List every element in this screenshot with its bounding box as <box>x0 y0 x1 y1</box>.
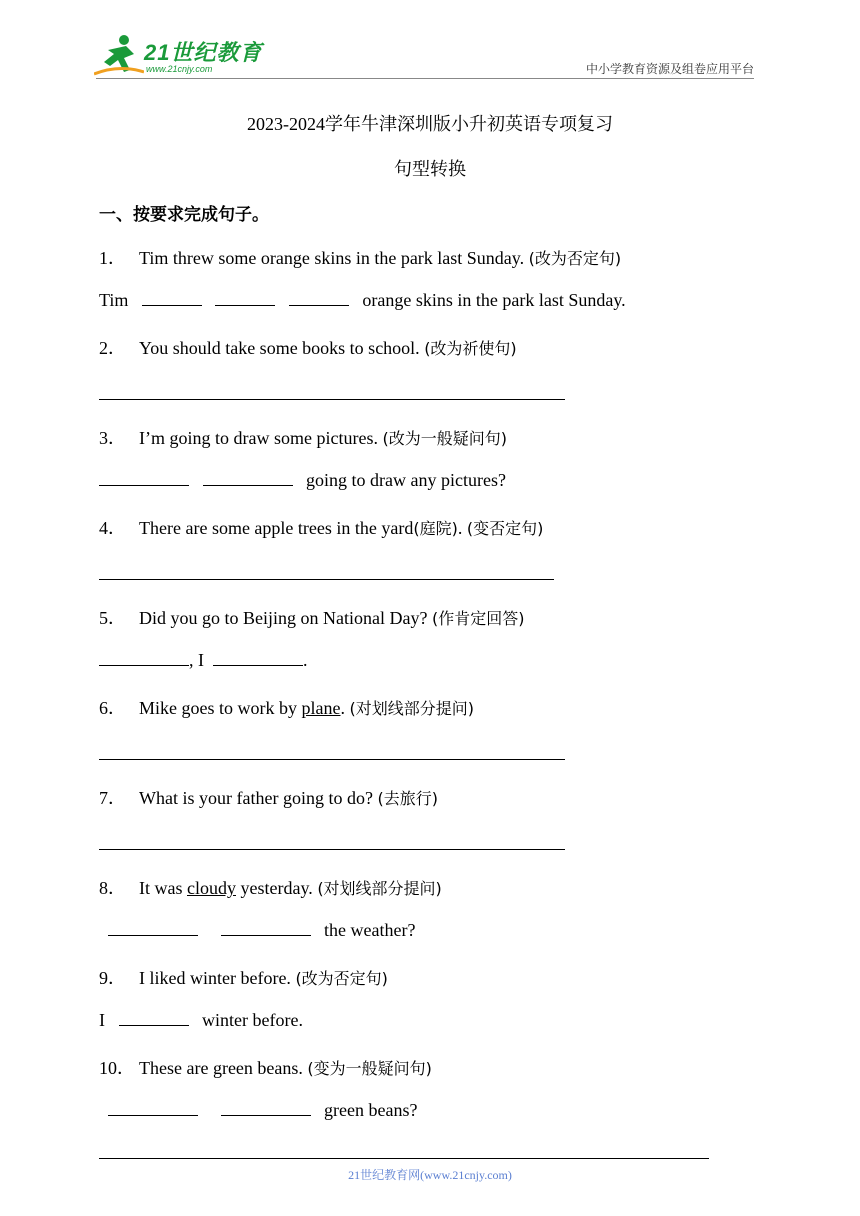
question-7: 7． What is your father going to do? (去旅行) <box>99 788 438 808</box>
blank[interactable] <box>119 1009 189 1026</box>
answer-line-7[interactable] <box>99 849 565 850</box>
answer-9: I winter before. <box>99 1010 303 1030</box>
blank[interactable] <box>99 649 189 666</box>
answer-8: the weather? <box>99 919 415 941</box>
answer-line-6[interactable] <box>99 759 565 760</box>
question-8: 8． It was cloudy yesterday. (对划线部分提问) <box>99 878 442 898</box>
blank[interactable] <box>203 469 293 486</box>
answer-line-2[interactable] <box>99 399 565 400</box>
runner-logo-icon <box>94 34 144 78</box>
page-header <box>0 0 860 90</box>
blank[interactable] <box>221 1099 311 1116</box>
question-2: 2． You should take some books to school. (改为祈使句) <box>99 338 517 358</box>
blank[interactable] <box>213 649 303 666</box>
page-title: 2023-2024学年牛津深圳版小升初英语专项复习 <box>247 114 613 134</box>
question-10: 10． These are green beans. (变为一般疑问句) <box>99 1058 432 1078</box>
footer-divider <box>99 1158 709 1159</box>
blank[interactable] <box>215 289 275 306</box>
question-6: 6． Mike goes to work by plane. (对划线部分提问) <box>99 698 474 718</box>
answer-line-4[interactable] <box>99 579 554 580</box>
question-9: 9． I liked winter before. (改为否定句) <box>99 968 388 988</box>
page-subtitle: 句型转换 <box>394 159 466 179</box>
answer-1: Tim orange skins in the park last Sunday. <box>99 290 626 310</box>
logo <box>94 34 264 78</box>
blank[interactable] <box>289 289 349 306</box>
header-divider <box>96 78 754 79</box>
question-5: 5． Did you go to Beijing on National Day? (作肯定回答) <box>99 608 525 628</box>
answer-3: going to draw any pictures? <box>99 469 506 491</box>
blank[interactable] <box>108 919 198 936</box>
section-heading: 一、按要求完成句子。 <box>99 205 269 225</box>
footer-link[interactable]: 21世纪教育网(www.21cnjy.com) <box>348 1168 512 1182</box>
question-3: 3． I’m going to draw some pictures. (改为一般疑问句) <box>99 428 507 448</box>
logo-text: 21世纪教育 <box>144 40 263 65</box>
answer-10: green beans? <box>99 1099 417 1121</box>
blank[interactable] <box>142 289 202 306</box>
answer-5: , I . <box>99 649 308 671</box>
blank[interactable] <box>99 469 189 486</box>
blank[interactable] <box>108 1099 198 1116</box>
question-1: 1． Tim threw some orange skins in the park last Sunday. (改为否定句) <box>99 248 622 268</box>
header-platform-name: 中小学教育资源及组卷应用平台 <box>585 62 754 76</box>
question-4: 4． There are some apple trees in the yard(庭院). (变否定句) <box>99 518 544 538</box>
logo-url: www.21cnjy.com <box>146 64 213 74</box>
blank[interactable] <box>221 919 311 936</box>
